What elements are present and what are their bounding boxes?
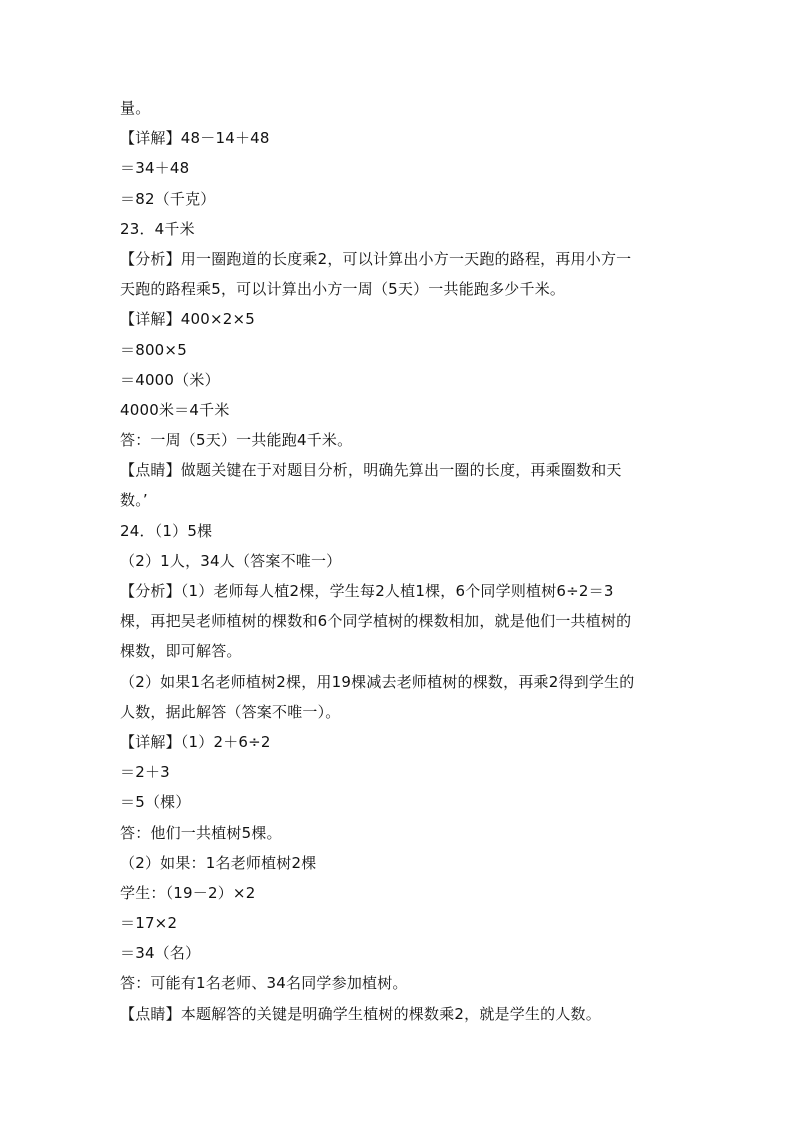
text-line: （2）1人，34人（答案不唯一） <box>120 551 342 570</box>
text-line: ＝34（名） <box>120 944 201 963</box>
text-line: 【分析】用一圈跑道的长度乘2，可以计算出小方一天跑的路程，再用小方一 <box>120 249 632 268</box>
text-line: 【详解】（1）2＋6÷2 <box>120 732 271 751</box>
text-line: ＝17×2 <box>120 914 178 933</box>
text-line: 数。’ <box>120 491 148 510</box>
text-line: 【详解】48－14＋48 <box>120 129 270 148</box>
text-line: 答：一周（5天）一共能跑4千米。 <box>120 431 353 450</box>
text-line: ＝800×5 <box>120 340 187 359</box>
text-line: ＝4000（米） <box>120 370 220 389</box>
text-line: 【详解】400×2×5 <box>120 310 256 329</box>
document-page <box>120 93 690 1029</box>
text-line: ＝34＋48 <box>120 159 190 178</box>
text-line: （2）如果1名老师植树2棵，用19棵减去老师植树的棵数，再乘2得到学生的 <box>120 672 635 691</box>
text-line: 人数，据此解答（答案不唯一）。 <box>120 702 341 721</box>
text-line: 天跑的路程乘5，可以计算出小方一周（5天）一共能跑多少千米。 <box>120 280 566 299</box>
text-line: ＝2＋3 <box>120 763 170 782</box>
text-line: 答：他们一共植树5棵。 <box>120 823 282 842</box>
text-line: 【分析】（1）老师每人植2棵，学生每2人植1棵，6个同学则植树6÷2＝3 <box>120 582 614 600</box>
text-line: 【点睛】做题关键在于对题目分析，明确先算出一圈的长度，再乘圈数和天 <box>120 461 622 480</box>
text-line: 棵数，即可解答。 <box>120 642 242 661</box>
text-line: ＝82（千克） <box>120 189 216 208</box>
text-line: 4000米＝4千米 <box>120 400 230 419</box>
text-line: 答：可能有1名老师、34名同学参加植树。 <box>120 974 408 993</box>
text-line: 棵，再把吴老师植树的棵数和6个同学植树的棵数相加，就是他们一共植树的 <box>120 612 632 631</box>
text-line: ＝5（棵） <box>120 793 191 812</box>
text-line: 【点睛】本题解答的关键是明确学生植树的棵数乘2，就是学生的人数。 <box>120 1004 601 1023</box>
text-line: 量。 <box>120 99 151 117</box>
text-line: 学生：（19－2）×2 <box>120 883 256 902</box>
question-number-24: 24．（1）5棵 <box>120 521 213 540</box>
text-line: （2）如果：1名老师植树2棵 <box>120 853 317 872</box>
question-number-23: 23．4千米 <box>120 219 195 238</box>
